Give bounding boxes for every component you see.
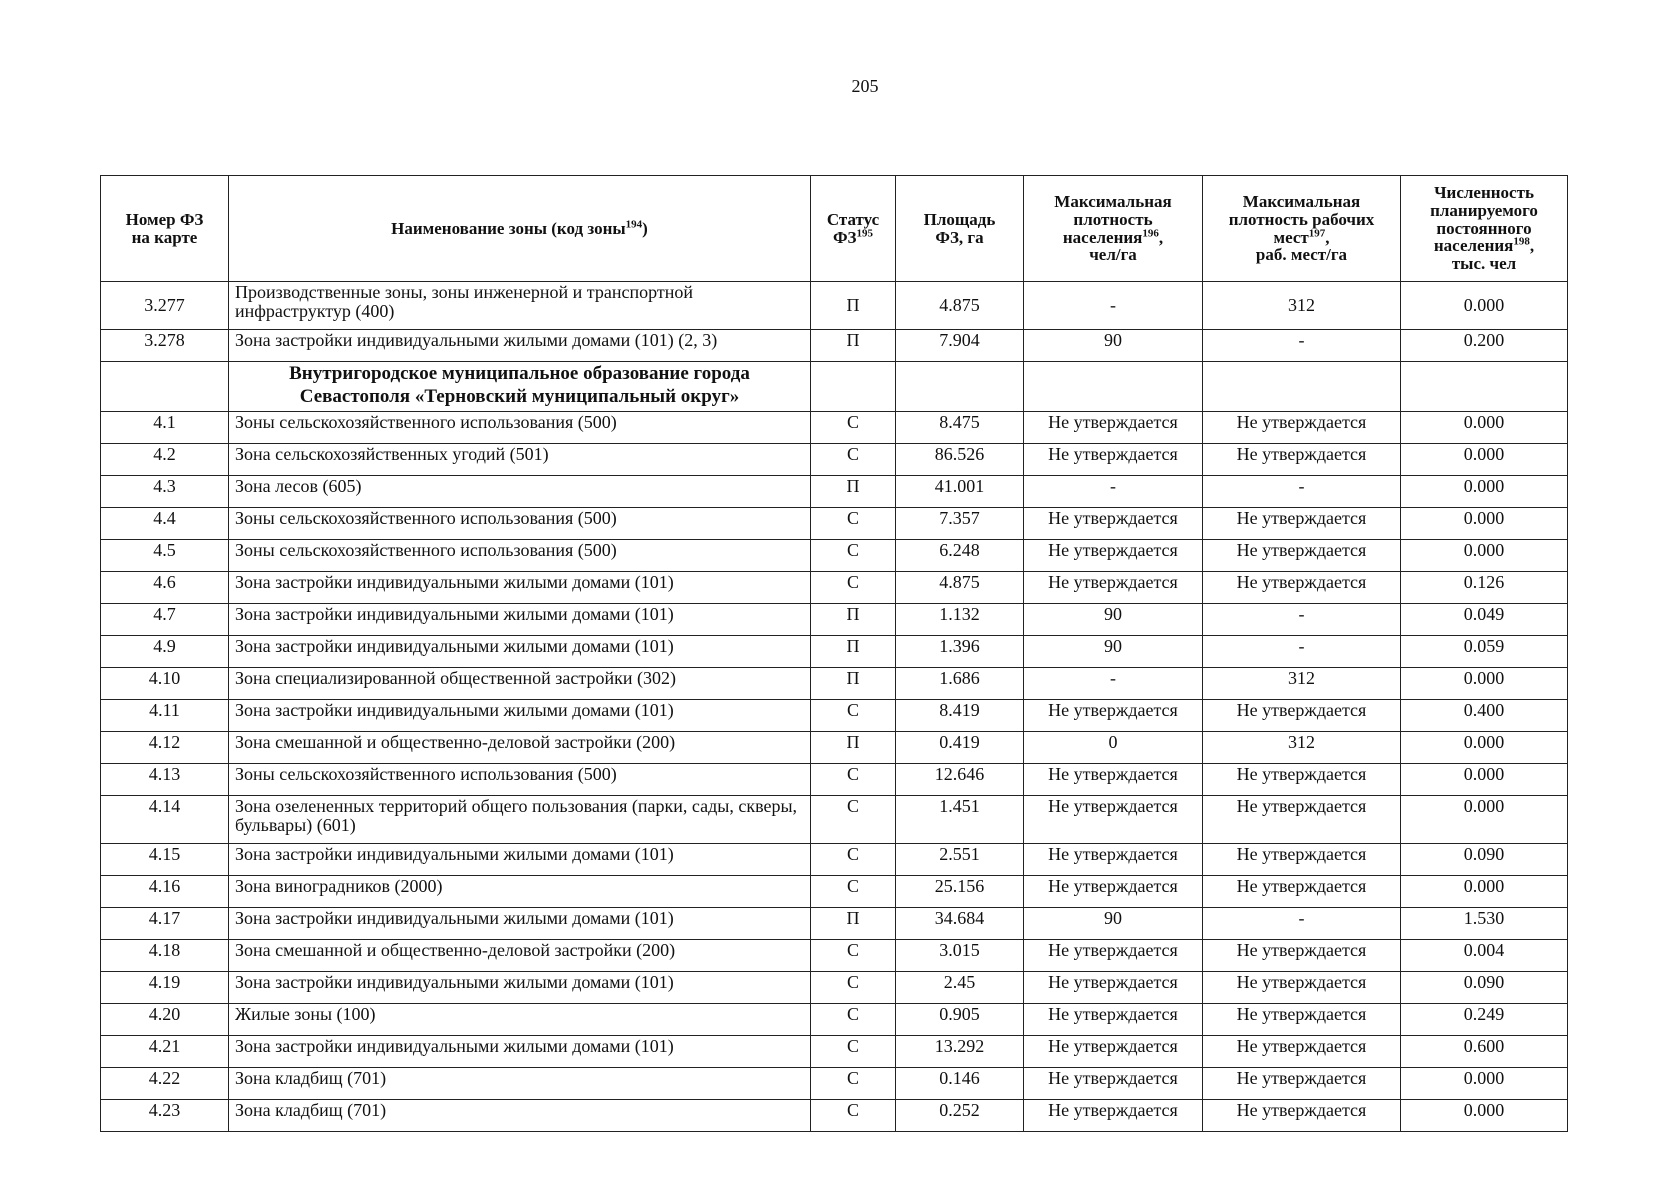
table-row [101,908,1568,940]
zone-area: 7.357 [896,508,1024,540]
zone-name: Зоны сельскохозяйственного использования (500) [229,540,811,572]
zone-job-density: Не утверждается [1203,844,1401,876]
zone-status: С [811,1004,896,1036]
table-row [101,1068,1568,1100]
zone-pop-density: Не утверждается [1024,764,1203,796]
zone-pop-density: Не утверждается [1024,540,1203,572]
zone-status: С [811,540,896,572]
header-zone-name [229,176,811,282]
zone-area: 25.156 [896,876,1024,908]
table-row [101,940,1568,972]
zone-population: 0.000 [1401,764,1568,796]
zone-population: 0.000 [1401,282,1568,330]
zone-pop-density: Не утверждается [1024,1068,1203,1100]
zone-population: 0.000 [1401,1100,1568,1132]
zone-name: Зона застройки индивидуальными жилыми домами (101) [229,844,811,876]
zone-status: П [811,330,896,362]
zone-code: 4.19 [101,972,229,1004]
zone-code: 3.277 [101,282,229,330]
zone-status: С [811,1100,896,1132]
zone-code: 4.20 [101,1004,229,1036]
zone-name: Зона сельскохозяйственных угодий (501) [229,444,811,476]
zones-table-body [101,282,1568,1132]
table-row [101,508,1568,540]
header-job-density-comma: , [1325,227,1330,247]
header-zone-number-line1: Номер ФЗ [125,209,204,229]
zone-status: С [811,844,896,876]
zone-job-density: Не утверждается [1203,972,1401,1004]
zone-status: С [811,444,896,476]
zone-pop-density: Не утверждается [1024,572,1203,604]
zone-job-density: Не утверждается [1203,1036,1401,1068]
zone-code: 4.4 [101,508,229,540]
header-job-density-line2: плотность рабочих [1228,209,1375,229]
table-row [101,540,1568,572]
zone-pop-density: Не утверждается [1024,796,1203,844]
zone-code: 4.16 [101,876,229,908]
zone-population: 0.000 [1401,668,1568,700]
table-row [101,844,1568,876]
zone-job-density: Не утверждается [1203,444,1401,476]
zone-name: Жилые зоны (100) [229,1004,811,1036]
zone-name: Зона кладбищ (701) [229,1068,811,1100]
zone-pop-density: 90 [1024,908,1203,940]
table-row [101,412,1568,444]
table-row [101,732,1568,764]
header-status-line1: Статус [826,209,880,229]
zone-job-density: Не утверждается [1203,940,1401,972]
zone-status: С [811,972,896,1004]
zone-population: 0.000 [1401,508,1568,540]
zone-pop-density: Не утверждается [1024,940,1203,972]
zone-population: 0.090 [1401,844,1568,876]
zone-status: С [811,1036,896,1068]
header-status [811,176,896,282]
header-zone-name-text: Наименование зоны (код зоны [391,218,626,238]
zone-population: 0.000 [1401,540,1568,572]
zone-name: Зона застройки индивидуальными жилыми домами (101) [229,972,811,1004]
zone-population: 0.000 [1401,1068,1568,1100]
zone-status: П [811,668,896,700]
zone-population: 0.000 [1401,412,1568,444]
zone-status: С [811,796,896,844]
zone-code: 4.7 [101,604,229,636]
header-pop-density-line4: чел/га [1089,245,1137,265]
zone-population: 0.000 [1401,444,1568,476]
header-population-line4: населения [1433,236,1514,256]
table-row [101,668,1568,700]
zone-population: 0.000 [1401,796,1568,844]
header-row [101,176,1568,282]
zone-code: 4.5 [101,540,229,572]
zone-code: 4.11 [101,700,229,732]
zone-area: 1.396 [896,636,1024,668]
zone-name: Зона лесов (605) [229,476,811,508]
header-zone-number [101,176,229,282]
zone-job-density: Не утверждается [1203,1100,1401,1132]
zone-code: 4.22 [101,1068,229,1100]
zone-job-density: Не утверждается [1203,700,1401,732]
zone-pop-density: Не утверждается [1024,844,1203,876]
zone-status: С [811,508,896,540]
zone-code: 4.14 [101,796,229,844]
zone-name: Зона смешанной и общественно-деловой застройки (200) [229,732,811,764]
zone-job-density: - [1203,330,1401,362]
zone-population: 0.049 [1401,604,1568,636]
zone-status: П [811,604,896,636]
zone-area: 8.475 [896,412,1024,444]
zone-area: 1.132 [896,604,1024,636]
header-pop-density-line3: населения [1062,227,1143,247]
zone-area: 34.684 [896,908,1024,940]
zone-area: 7.904 [896,330,1024,362]
table-row [101,330,1568,362]
zone-job-density: 312 [1203,668,1401,700]
zone-name: Зона кладбищ (701) [229,1100,811,1132]
zone-name: Зона застройки индивидуальными жилыми домами (101) [229,604,811,636]
zone-code: 4.10 [101,668,229,700]
header-job-density-line4: раб. мест/га [1255,245,1348,265]
header-population-line2: планируемого [1430,200,1538,220]
zone-pop-density: Не утверждается [1024,1100,1203,1132]
header-job-density-line3: мест [1273,227,1309,247]
footnote-197: 197 [1308,226,1326,239]
zone-name: Производственные зоны, зоны инженерной и транспортной инфраструктур (400) [229,282,811,330]
zone-job-density: - [1203,476,1401,508]
table-row [101,282,1568,330]
zone-name: Зоны сельскохозяйственного использования (500) [229,508,811,540]
zone-code: 4.13 [101,764,229,796]
zone-job-density: Не утверждается [1203,796,1401,844]
zone-name: Зона застройки индивидуальными жилыми домами (101) [229,572,811,604]
zone-pop-density: Не утверждается [1024,444,1203,476]
header-population [1401,176,1568,282]
table-row [101,1100,1568,1132]
table-row [101,700,1568,732]
zone-status: С [811,572,896,604]
zone-area: 41.001 [896,476,1024,508]
zone-job-density: 312 [1203,732,1401,764]
zone-job-density: Не утверждается [1203,1068,1401,1100]
header-pop-density-line1: Максимальная [1054,191,1172,211]
section-empty-cell [1024,362,1203,412]
header-zone-name-close: ) [642,218,648,238]
zone-status: П [811,732,896,764]
zone-area: 2.551 [896,844,1024,876]
table-row [101,636,1568,668]
zone-area: 6.248 [896,540,1024,572]
zone-pop-density: Не утверждается [1024,972,1203,1004]
section-empty-cell [811,362,896,412]
section-empty-cell [101,362,229,412]
table-row [101,796,1568,844]
zone-status: С [811,876,896,908]
zone-area: 4.875 [896,282,1024,330]
zone-population: 0.000 [1401,876,1568,908]
zone-pop-density: Не утверждается [1024,876,1203,908]
zone-code: 4.17 [101,908,229,940]
zone-population: 0.000 [1401,732,1568,764]
zone-population: 0.600 [1401,1036,1568,1068]
footnote-195: 195 [856,226,874,239]
zone-population: 0.249 [1401,1004,1568,1036]
section-row [101,362,1568,412]
header-area [896,176,1024,282]
zone-population: 0.000 [1401,476,1568,508]
section-title: Внутригородское муниципальное образование города Севастополя «Терновский муниципальный округ» [229,362,811,412]
zone-name: Зона застройки индивидуальными жилыми домами (101) (2, 3) [229,330,811,362]
page-number: 205 [851,76,879,96]
zone-pop-density: 90 [1024,604,1203,636]
zone-population: 1.530 [1401,908,1568,940]
header-job-density [1203,176,1401,282]
zone-code: 4.18 [101,940,229,972]
zone-area: 2.45 [896,972,1024,1004]
zone-name: Зона застройки индивидуальными жилыми домами (101) [229,1036,811,1068]
zone-area: 4.875 [896,572,1024,604]
zone-job-density: Не утверждается [1203,540,1401,572]
header-status-line2: ФЗ [832,227,857,247]
footnote-194: 194 [625,217,643,230]
zone-job-density: - [1203,604,1401,636]
zone-status: П [811,636,896,668]
zone-status: П [811,282,896,330]
zone-pop-density: Не утверждается [1024,1004,1203,1036]
zone-population: 0.200 [1401,330,1568,362]
zone-population: 0.090 [1401,972,1568,1004]
zone-pop-density: - [1024,476,1203,508]
zone-pop-density: Не утверждается [1024,412,1203,444]
table-row [101,444,1568,476]
zone-job-density: Не утверждается [1203,412,1401,444]
zone-name: Зона застройки индивидуальными жилыми домами (101) [229,700,811,732]
table-row [101,1036,1568,1068]
zone-code: 4.12 [101,732,229,764]
zone-code: 4.9 [101,636,229,668]
zone-area: 12.646 [896,764,1024,796]
table-row [101,1004,1568,1036]
zone-area: 1.686 [896,668,1024,700]
section-empty-cell [1401,362,1568,412]
header-job-density-line1: Максимальная [1242,191,1361,211]
zone-name: Зона специализированной общественной застройки (302) [229,668,811,700]
zone-job-density: 312 [1203,282,1401,330]
zone-area: 3.015 [896,940,1024,972]
zone-area: 8.419 [896,700,1024,732]
zone-area: 1.451 [896,796,1024,844]
zone-pop-density: 90 [1024,636,1203,668]
zone-code: 4.1 [101,412,229,444]
table-row [101,876,1568,908]
zone-pop-density: 0 [1024,732,1203,764]
zone-status: С [811,700,896,732]
zone-job-density: Не утверждается [1203,572,1401,604]
zone-name: Зона смешанной и общественно-деловой застройки (200) [229,940,811,972]
header-area-line2: ФЗ, га [935,227,984,247]
zone-status: П [811,476,896,508]
header-pop-density-comma: , [1158,227,1164,247]
table-row [101,572,1568,604]
table-row [101,972,1568,1004]
zone-code: 4.2 [101,444,229,476]
table-row [101,476,1568,508]
zone-area: 13.292 [896,1036,1024,1068]
zone-job-density: Не утверждается [1203,1004,1401,1036]
zones-table [100,175,1568,1132]
zone-name: Зона виноградников (2000) [229,876,811,908]
zone-name: Зоны сельскохозяйственного использования (500) [229,764,811,796]
header-population-comma: , [1529,236,1535,256]
zone-code: 4.6 [101,572,229,604]
zone-pop-density: 90 [1024,330,1203,362]
zone-job-density: Не утверждается [1203,764,1401,796]
zone-name: Зона застройки индивидуальными жилыми домами (101) [229,908,811,940]
footnote-198: 198 [1513,235,1530,248]
header-pop-density-line2: плотность [1073,209,1153,229]
zone-area: 0.146 [896,1068,1024,1100]
zone-pop-density: Не утверждается [1024,700,1203,732]
table-row [101,764,1568,796]
zone-area: 0.905 [896,1004,1024,1036]
header-area-line1: Площадь [923,209,996,229]
zone-population: 0.004 [1401,940,1568,972]
zone-status: П [811,908,896,940]
zone-job-density: - [1203,908,1401,940]
zone-status: С [811,940,896,972]
header-population-line1: Численность [1434,182,1534,202]
zone-name: Зона озелененных территорий общего пользования (парки, сады, скверы, бульвары) (601) [229,796,811,844]
header-pop-density [1024,176,1203,282]
zone-status: С [811,764,896,796]
section-empty-cell [1203,362,1401,412]
zone-code: 4.21 [101,1036,229,1068]
zone-population: 0.400 [1401,700,1568,732]
table-row [101,604,1568,636]
zone-pop-density: Не утверждается [1024,508,1203,540]
zone-job-density: - [1203,636,1401,668]
footnote-196: 196 [1142,226,1159,239]
header-zone-number-line2: на карте [131,227,198,247]
zone-pop-density: Не утверждается [1024,1036,1203,1068]
zone-code: 3.278 [101,330,229,362]
zone-area: 86.526 [896,444,1024,476]
zone-job-density: Не утверждается [1203,876,1401,908]
zone-status: С [811,412,896,444]
zone-code: 4.3 [101,476,229,508]
zone-pop-density: - [1024,668,1203,700]
header-population-line3: постоянного [1436,218,1532,238]
zone-name: Зоны сельскохозяйственного использования (500) [229,412,811,444]
zone-population: 0.126 [1401,572,1568,604]
zone-name: Зона застройки индивидуальными жилыми домами (101) [229,636,811,668]
zone-pop-density: - [1024,282,1203,330]
zone-area: 0.252 [896,1100,1024,1132]
zone-area: 0.419 [896,732,1024,764]
zone-job-density: Не утверждается [1203,508,1401,540]
zone-code: 4.15 [101,844,229,876]
header-population-line5: тыс. чел [1451,254,1517,274]
zone-code: 4.23 [101,1100,229,1132]
section-empty-cell [896,362,1024,412]
zone-population: 0.059 [1401,636,1568,668]
zone-status: С [811,1068,896,1100]
